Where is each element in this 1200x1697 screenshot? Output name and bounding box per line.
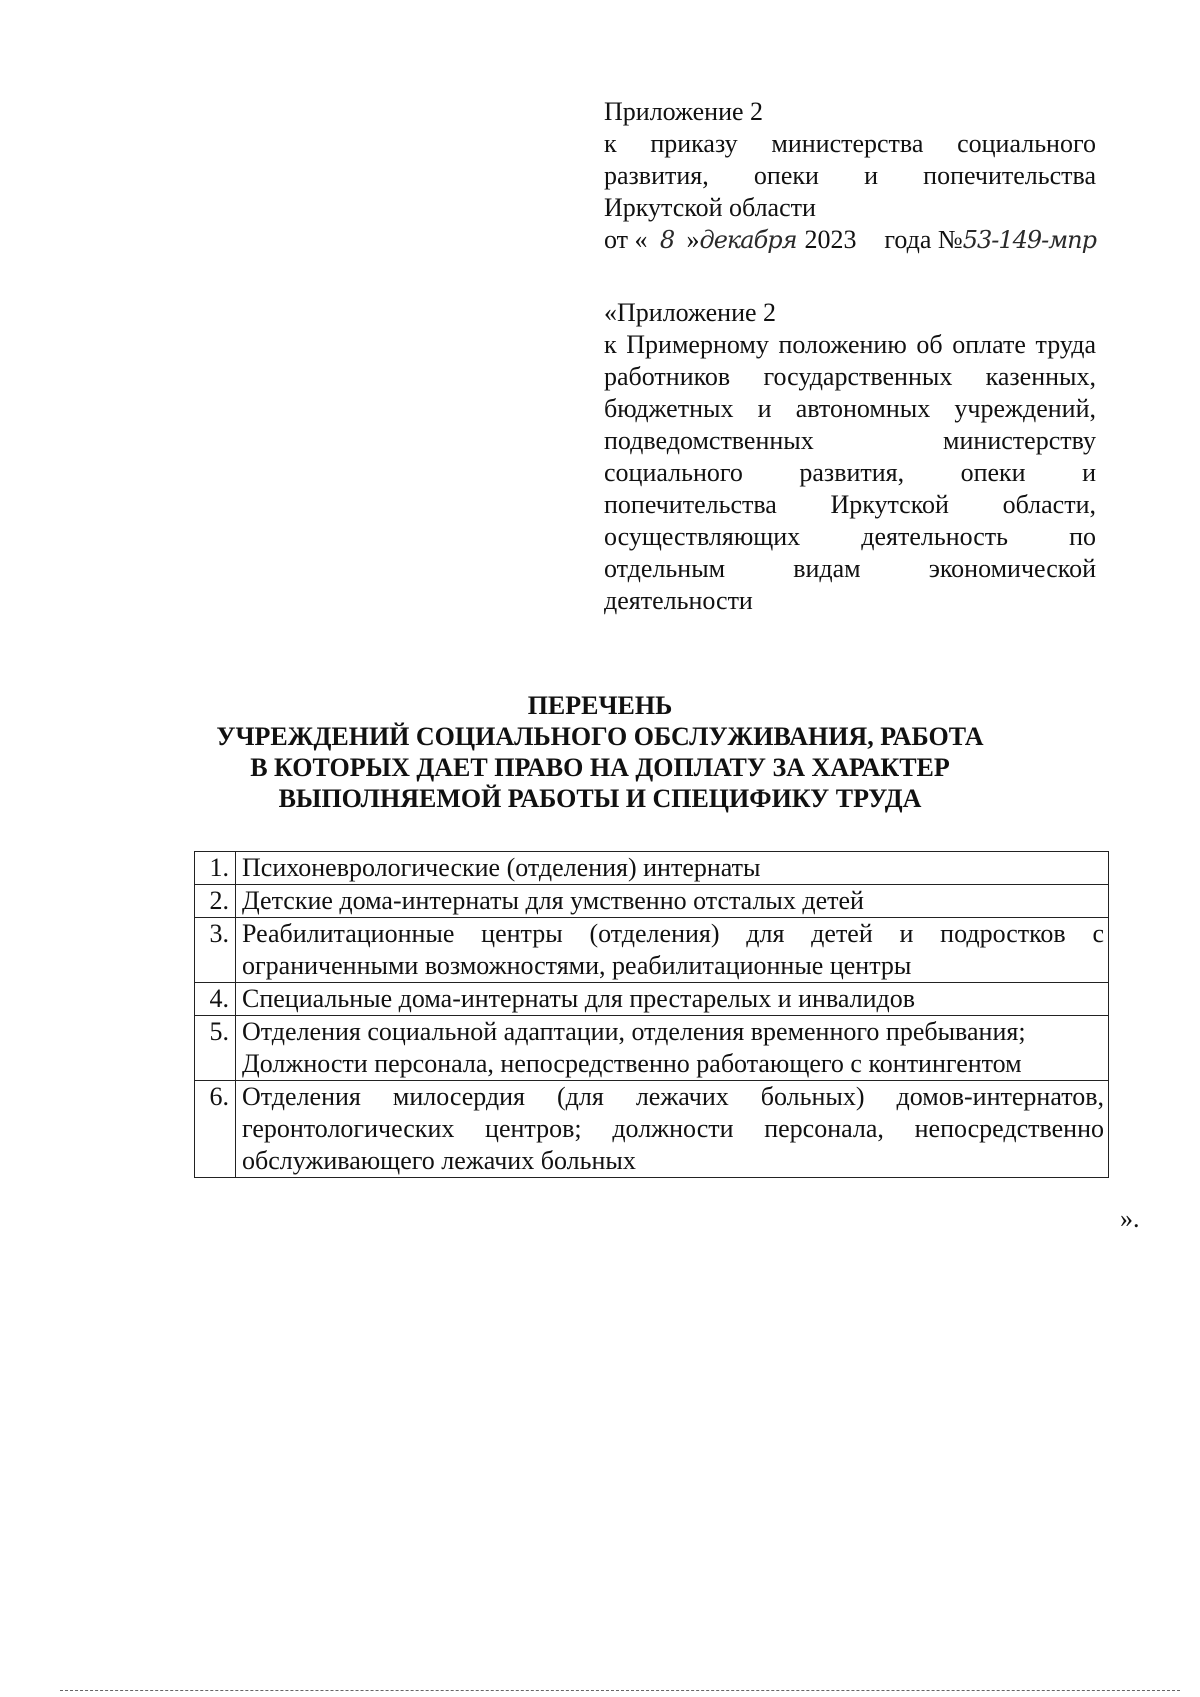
table-row bbox=[195, 1081, 1109, 1178]
date-year: 2023 bbox=[804, 225, 857, 254]
closing-quote: ». bbox=[1120, 1204, 1140, 1233]
row-text: Отделения милосердия (для лежачих больных) домов-интернатов, геронтологических центров; должности персонала, непосредственно обслуживающего лежачих больных bbox=[236, 1081, 1109, 1178]
row-number: 5. bbox=[195, 1016, 236, 1081]
order-date-line bbox=[604, 224, 1096, 256]
row-text: Специальные дома-интернаты для престарелых и инвалидов bbox=[236, 983, 1109, 1016]
row-text-group bbox=[236, 1016, 1109, 1081]
appendix-order-title: Приложение 2 bbox=[604, 97, 764, 126]
number-prefix: года № bbox=[884, 225, 963, 254]
heading-line-4: ВЫПОЛНЯЕМОЙ РАБОТЫ И СПЕЦИФИКУ ТРУДА bbox=[278, 784, 922, 813]
row-number: 1. bbox=[195, 852, 236, 885]
appendix-order-line3: Иркутской области bbox=[604, 193, 816, 222]
appendix-regulation-title: «Приложение 2 bbox=[604, 298, 777, 327]
appendix-regulation-block bbox=[604, 297, 1096, 617]
page-bottom-scan-line bbox=[60, 1690, 1180, 1691]
appendix-order-block bbox=[604, 96, 1096, 256]
date-day-handwritten: 8 bbox=[659, 226, 675, 254]
row-number: 3. bbox=[195, 918, 236, 983]
order-number-handwritten: 53-149-мпр bbox=[962, 226, 1096, 254]
table-row bbox=[195, 918, 1109, 983]
row-text: Отделения социальной адаптации, отделения временного пребывания; bbox=[242, 1017, 1026, 1046]
heading-line-2: УЧРЕЖДЕНИЙ СОЦИАЛЬНОГО ОБСЛУЖИВАНИЯ, РАБОТА bbox=[216, 722, 984, 751]
appendix-regulation-text: к Примерному положению об оплате труда работников государственных казенных, бюджетных и автономных учреждений, подведомственных министерству социального развития, опеки и попечительства Иркутской области, осуществляющих деятельность по отдельным видам экономической деятельности bbox=[604, 330, 1096, 615]
row-text-second: Должности персонала, непосредственно работающего с контингентом bbox=[242, 1049, 1022, 1078]
document-heading bbox=[180, 690, 1020, 814]
heading-line-1: ПЕРЕЧЕНЬ bbox=[527, 691, 673, 720]
row-text: Психоневрологические (отделения) интернаты bbox=[236, 852, 1109, 885]
table-row bbox=[195, 1016, 1109, 1081]
date-month-handwritten: декабря bbox=[699, 226, 797, 254]
heading-line-3: В КОТОРЫХ ДАЕТ ПРАВО НА ДОПЛАТУ ЗА ХАРАКТЕР bbox=[250, 753, 950, 782]
table-row bbox=[195, 983, 1109, 1016]
appendix-order-line1: к приказу министерства социального bbox=[604, 129, 1096, 158]
table-row bbox=[195, 885, 1109, 918]
institutions-table bbox=[194, 851, 1109, 1178]
date-prefix: от « bbox=[604, 225, 648, 254]
row-text: Реабилитационные центры (отделения) для детей и подростков с ограниченными возможностями, реабилитационные центры bbox=[236, 918, 1109, 983]
date-mid: » bbox=[686, 225, 700, 254]
table-row bbox=[195, 852, 1109, 885]
row-number: 6. bbox=[195, 1081, 236, 1178]
appendix-order-line2: развития, опеки и попечительства bbox=[604, 161, 1096, 190]
row-number: 4. bbox=[195, 983, 236, 1016]
row-number: 2. bbox=[195, 885, 236, 918]
row-text: Детские дома-интернаты для умственно отсталых детей bbox=[236, 885, 1109, 918]
